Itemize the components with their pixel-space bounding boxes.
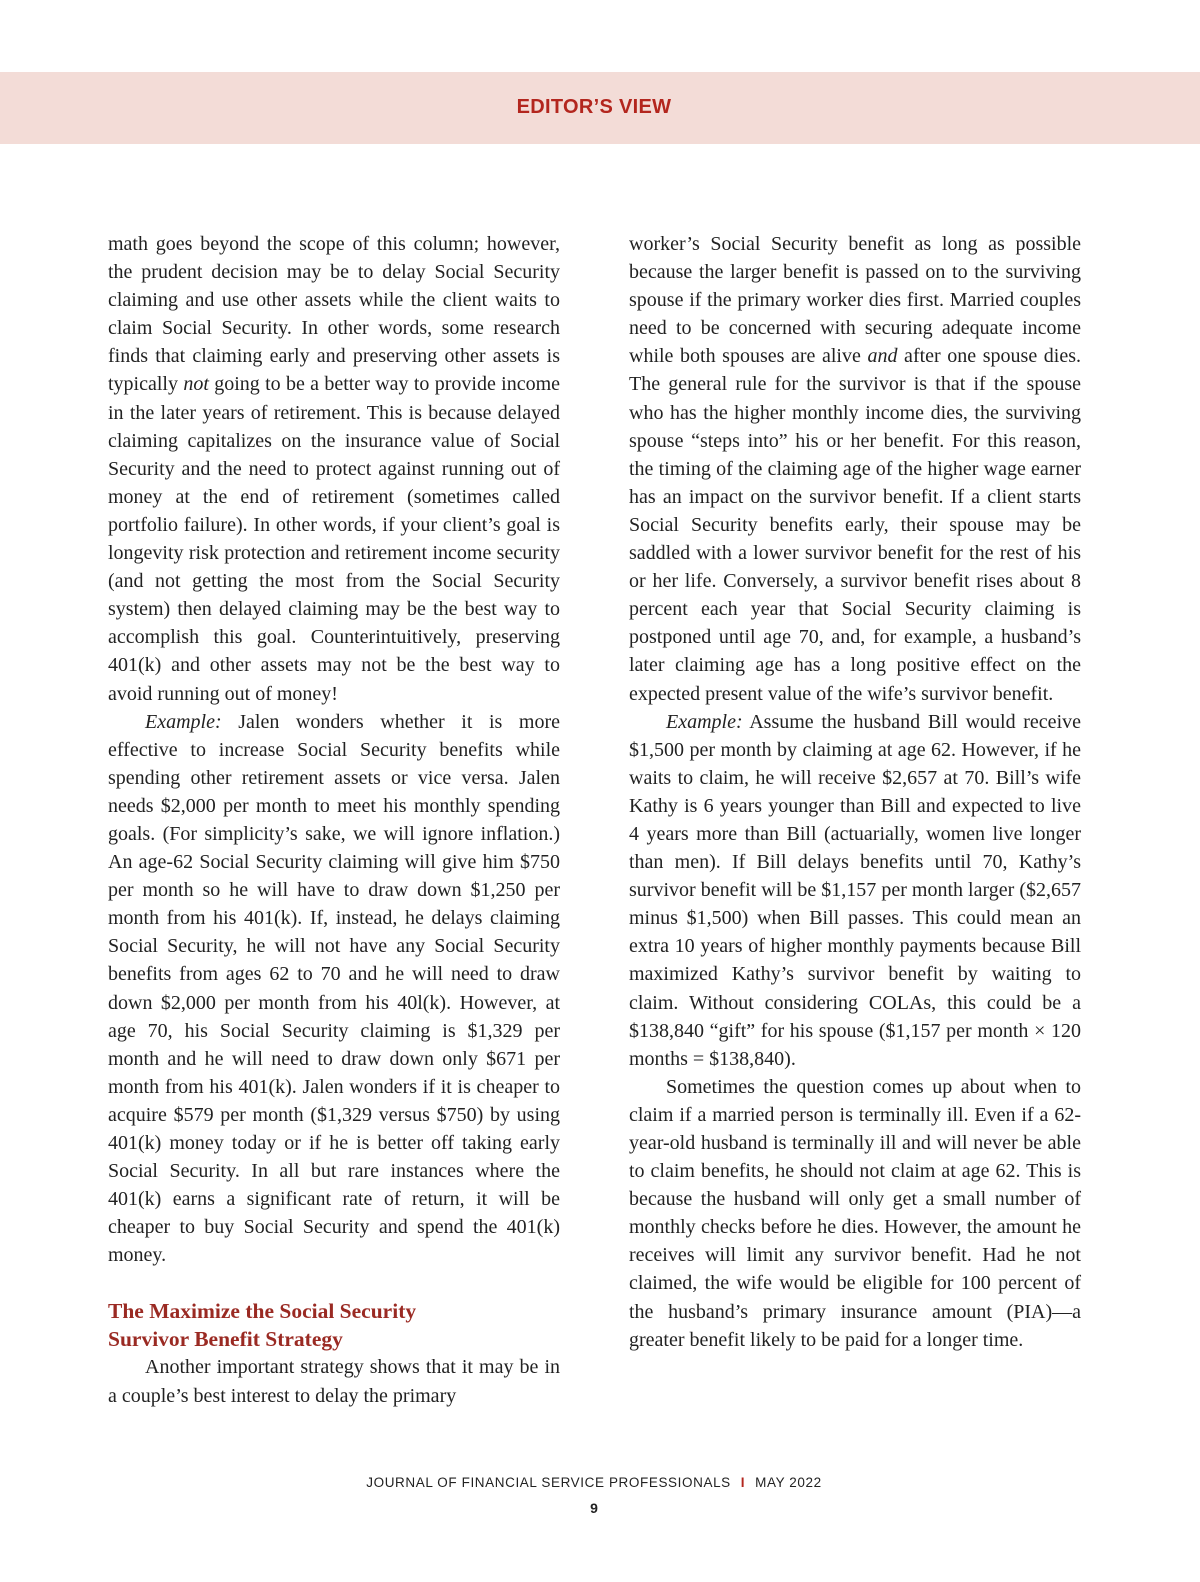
- left-paragraph-2: [108, 708, 560, 1270]
- section-heading-line-2: Survivor Benefit Strategy: [108, 1327, 343, 1352]
- right-column: [629, 230, 1081, 1354]
- right-p1-text-rest: after one spouse dies. The general rule for the survivor is that if the spouse who has the higher monthly income dies, the surviving spouse “steps into” his or her benefit. For this reason, the timing of the claiming age of the higher wage earner has an impact on the survivor benefit. If a client starts Social Security benefits early, their spouse may be saddled with a lower survivor benefit for the rest of his or her life. Conversely, a survivor benefit rises about 8 percent each year that Social Security claiming is postponed until age 70, and, for example, a husband’s later claiming age has a long positive effect on the expected present value of the wife’s survivor benefit.: [629, 345, 1082, 705]
- issue-date: MAY 2022: [755, 1475, 822, 1490]
- right-paragraph-1: [629, 230, 1081, 708]
- page-number: 9: [590, 1500, 598, 1516]
- section-banner: [0, 72, 1200, 144]
- left-p2-text: Jalen wonders whether it is more effective to increase Social Security benefits while spending other retirement assets or vice versa. Jalen needs $2,000 per month to meet his monthly spending goals. (For simplicity’s sake, we will ignore inflation.) An age-62 Social Security claiming will give him $750 per month so he will have to draw down $1,250 per month from his 401(k). If, instead, he delays claiming Social Security, he will not have any Social Security benefits from ages 62 to 70 and he will need to draw down $2,000 per month from his 40l(k). However, at age 70, his Social Security claiming is $1,329 per month and he will need to draw down only $671 per month from his 401(k). Jalen wonders if it is cheaper to acquire $579 per month ($1,329 versus $750) by using 401(k) money today or if he is better off taking early Social Security. In all but rare instances where the 401(k) earns a significant rate of return, it will be cheaper to buy Social Security and spend the 401(k) money.: [108, 710, 560, 1267]
- section-label: EDITOR’S VIEW: [516, 96, 672, 118]
- left-paragraph-3: [108, 1353, 560, 1409]
- journal-name: JOURNAL OF FINANCIAL SERVICE PROFESSIONALS: [366, 1475, 731, 1490]
- left-column: [108, 230, 560, 1410]
- right-paragraph-2: [629, 708, 1081, 1073]
- right-p1-emphasis: and: [867, 345, 898, 368]
- page-footer: [0, 1475, 1188, 1490]
- section-heading: [108, 1297, 560, 1353]
- right-p1-text: worker’s Social Security benefit as long as possible because the larger benefit is passed on to the surviving spouse if the primary worker dies first. Married couples need to be concerned with securing adequate income while both spouses are alive: [629, 233, 1081, 368]
- left-p1-text-rest: going to be a better way to provide income in the later years of retirement. This is because delayed claiming capitalizes on the insurance value of Social Security and the need to protect against running out of money at the end of retirement (sometimes called portfolio failure). In other words, if your client’s goal is longevity risk protection and retirement income security (and not getting the most from the Social Security system) then delayed claiming may be the best way to accomplish this goal. Counterintuitively, preserving 401(k) and other assets may not be the best way to avoid running out of money!: [108, 373, 561, 705]
- left-paragraph-1: [108, 230, 560, 708]
- right-p2-example-label: Example:: [666, 710, 743, 733]
- right-p2-text: Assume the husband Bill would receive $1,500 per month by claiming at age 62. However, if he waits to claim, he will receive $2,657 at 70. Bill’s wife Kathy is 6 years younger than Bill and expected to live 4 years more than Bill (actuarially, women live longer than men). If Bill delays benefits until 70, Kathy’s survivor benefit will be $1,157 per month larger ($2,657 minus $1,500) when Bill passes. This could mean an extra 10 years of higher monthly payments because Bill maximized Kathy’s survivor benefit by waiting to claim. Without considering COLAs, this could be a $138,840 “gift” for his spouse ($1,157 per month × 120 months = $138,840).: [629, 710, 1081, 1070]
- left-p2-example-label: Example:: [145, 710, 222, 733]
- right-p3-text: Sometimes the question comes up about when to claim if a married person is terminally ill. Even if a 62-year-old husband is terminally ill and will never be able to claim benefits, he should not claim at age 62. This is because the husband will only get a small number of monthly checks before he dies. However, the amount he receives will limit any survivor benefit. Had he not claimed, the wife would be eligible for 100 percent of the husband’s primary insurance amount (PIA)—a greater benefit likely to be paid for a longer time.: [629, 1075, 1081, 1351]
- footer-separator: I: [740, 1475, 746, 1490]
- left-p3-text: Another important strategy shows that it may be in a couple’s best interest to delay the primary: [108, 1356, 560, 1407]
- section-heading-line-1: The Maximize the Social Security: [108, 1299, 417, 1324]
- right-paragraph-3: [629, 1073, 1081, 1354]
- left-p1-emphasis: not: [183, 373, 209, 396]
- left-p1-text: math goes beyond the scope of this column; however, the prudent decision may be to delay Social Security claiming and use other assets while the client waits to claim Social Security. In other words, some research finds that claiming early and preserving other assets is typically: [108, 233, 560, 396]
